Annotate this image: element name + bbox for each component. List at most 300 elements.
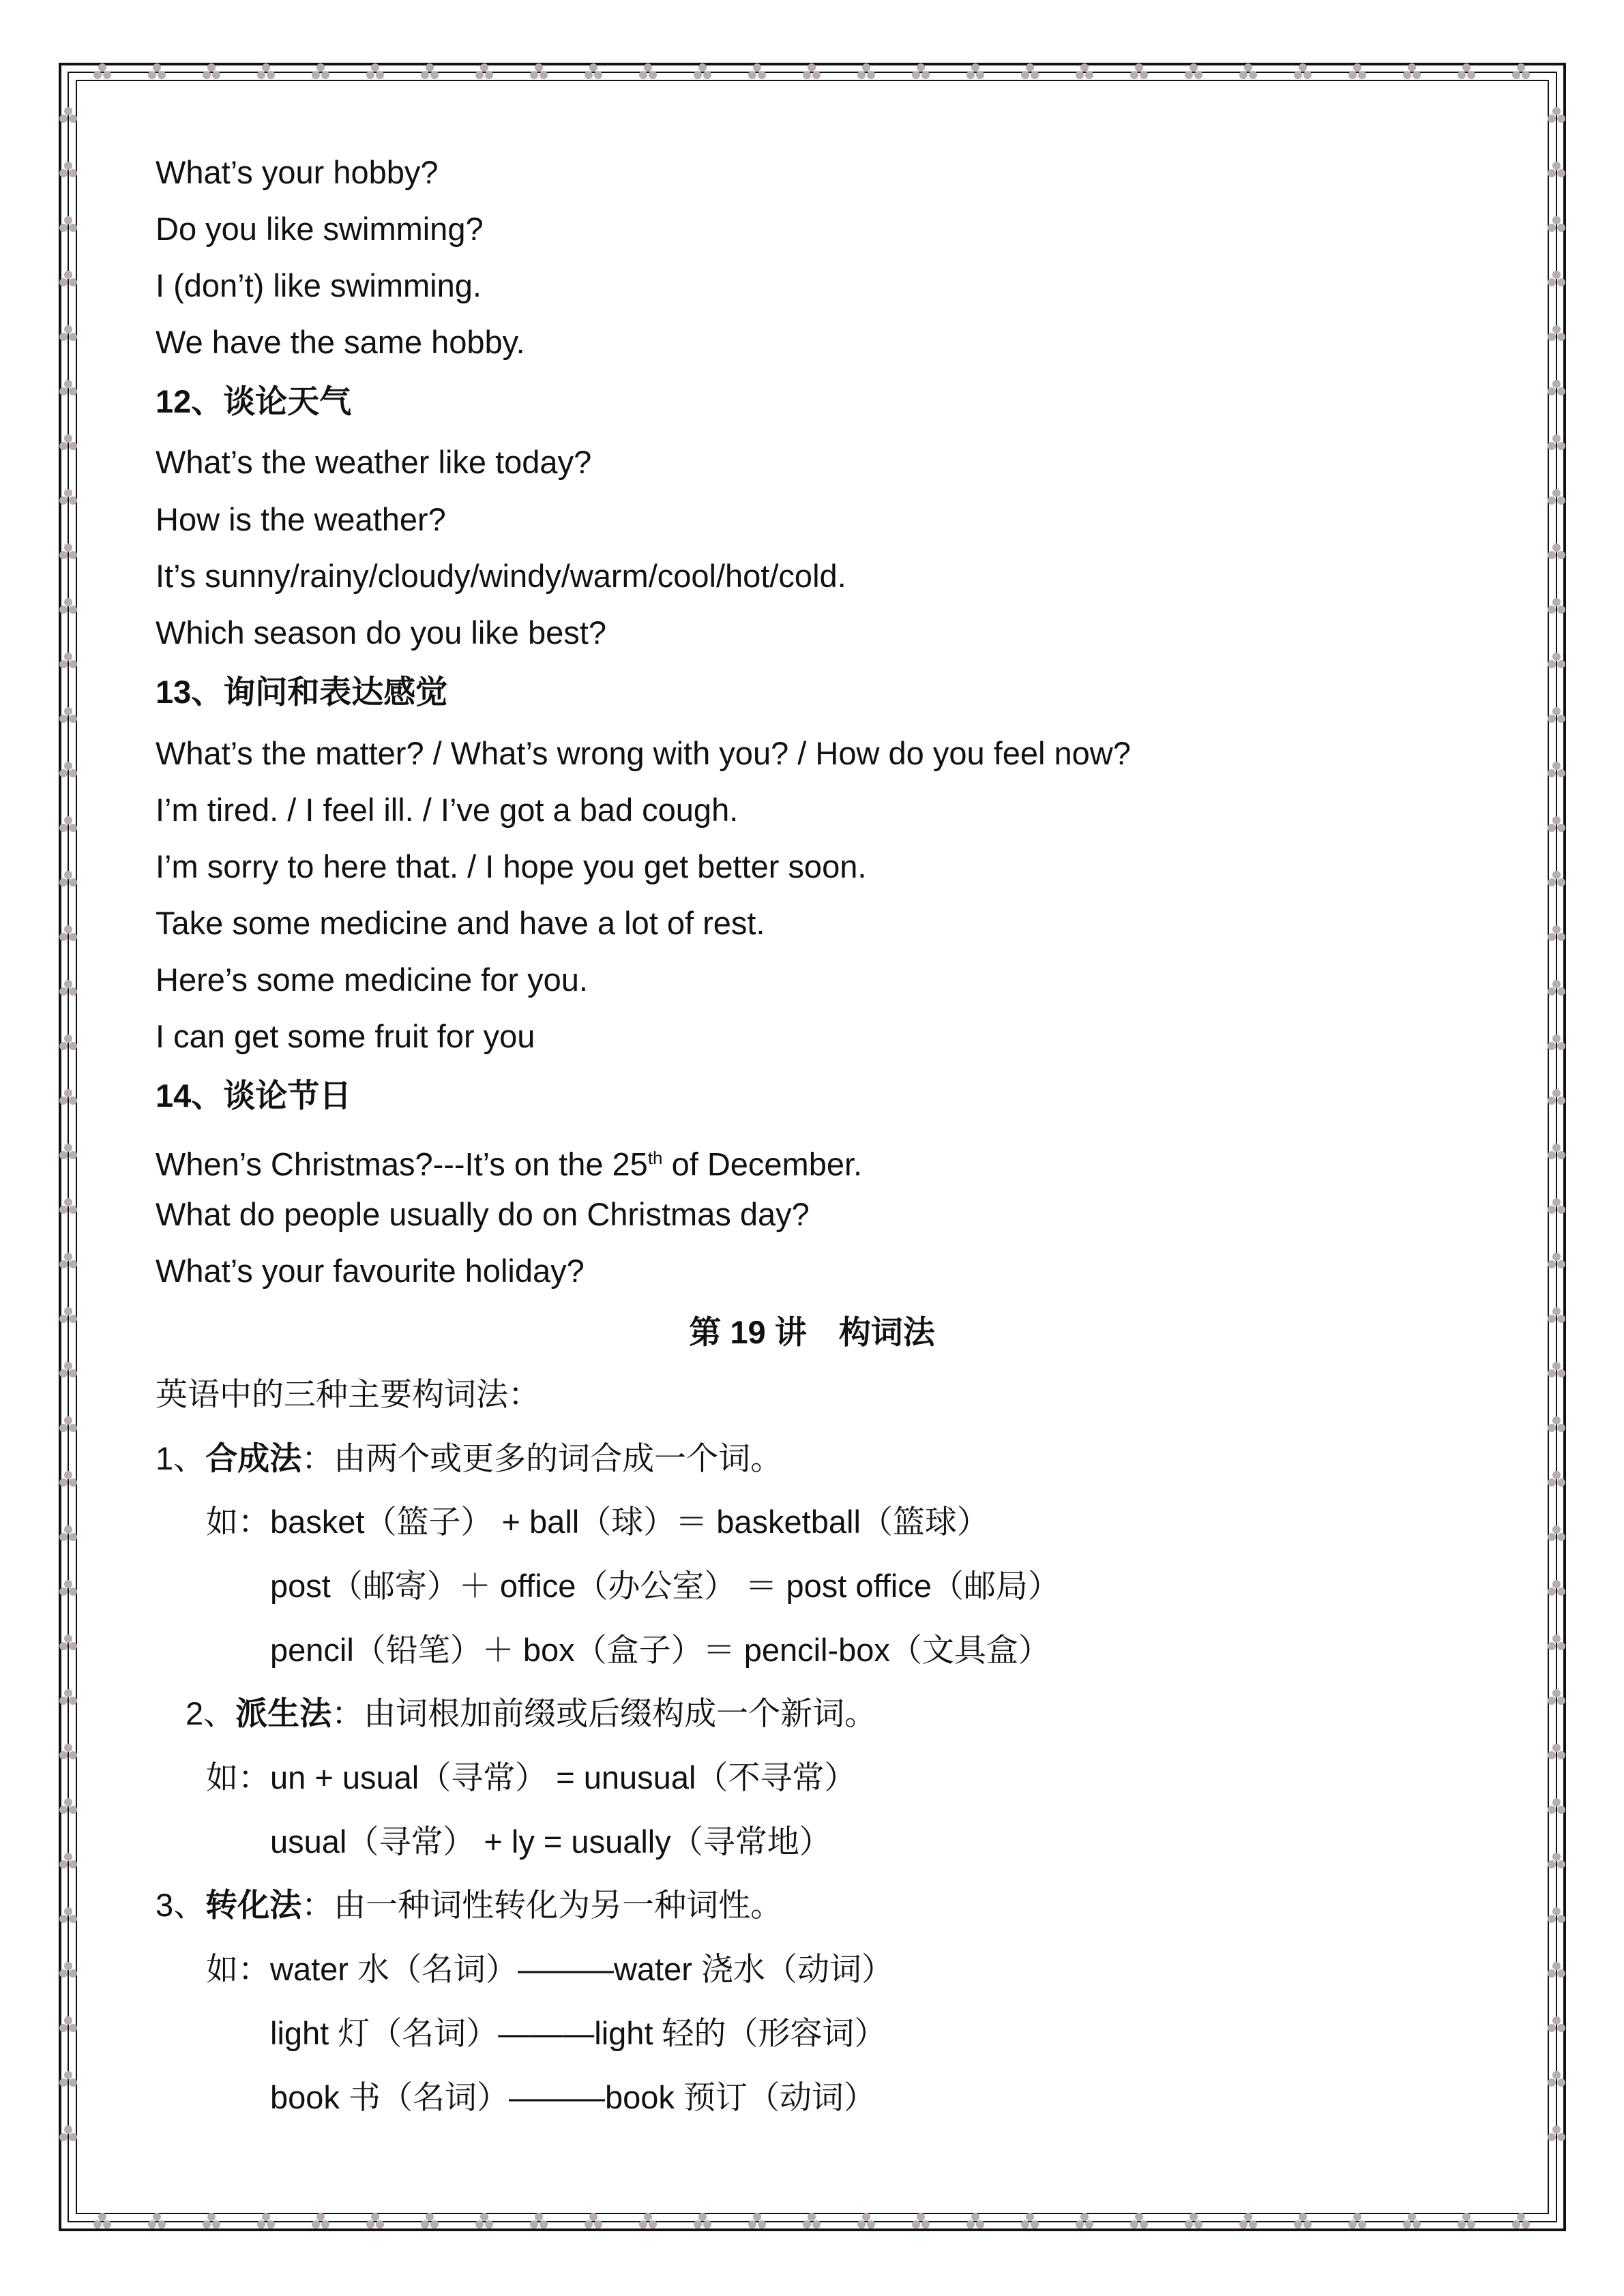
- border-dot: [64, 980, 72, 988]
- border-dot: [1548, 878, 1556, 886]
- border-dot: [1552, 1416, 1561, 1425]
- border-dot: [1552, 1689, 1561, 1697]
- border-dot: [69, 115, 77, 123]
- border-dot: [1021, 2220, 1029, 2228]
- border-dot: [64, 543, 72, 552]
- border-dot: [1548, 1806, 1556, 1814]
- border-dot: [262, 63, 270, 72]
- border-dot: [69, 660, 77, 668]
- border-dot: [1557, 1533, 1565, 1541]
- example-line: post（邮寄）＋ office（办公室） ＝ post office（邮局）: [270, 1568, 1060, 1604]
- border-dot: [1548, 1097, 1556, 1105]
- border-dot: [1557, 660, 1565, 668]
- example-line: 如：water 水（名词）———water 浇水（动词）: [206, 1951, 894, 1987]
- border-dot: [69, 1969, 77, 1978]
- border-dot: [1185, 2220, 1193, 2228]
- border-dot: [1548, 606, 1556, 614]
- text-line: What’s the matter? / What’s wrong with you? / How do you feel now?: [156, 735, 1131, 771]
- border-dot: [59, 824, 68, 832]
- border-dot: [59, 1097, 68, 1105]
- border-dot: [148, 71, 156, 79]
- border-dot: [1408, 2213, 1416, 2221]
- border-dot: [69, 1751, 77, 1759]
- border-dot: [1557, 1369, 1565, 1377]
- border-dot: [1348, 2220, 1357, 2228]
- border-dot: [69, 496, 77, 505]
- border-dot: [69, 2078, 77, 2087]
- border-dot: [59, 1751, 68, 1759]
- border-dot: [1548, 1042, 1556, 1050]
- border-dot: [64, 434, 72, 443]
- border-dot: [753, 2213, 761, 2221]
- border-dot: [1548, 333, 1556, 341]
- border-dot: [703, 2220, 711, 2228]
- border-dot: [59, 933, 68, 941]
- border-dot: [1557, 1587, 1565, 1596]
- border-dot: [1085, 2220, 1093, 2228]
- border-dot: [1462, 2213, 1471, 2221]
- border-dot: [1557, 1751, 1565, 1759]
- border-dot: [1190, 63, 1198, 72]
- border-dot: [475, 71, 484, 79]
- border-dot: [1548, 715, 1556, 723]
- border-dot: [1548, 1751, 1556, 1759]
- border-dot: [703, 71, 711, 79]
- border-dot: [1552, 1198, 1561, 1206]
- border-dot: [1403, 2220, 1411, 2228]
- border-dot: [148, 2220, 156, 2228]
- border-dot: [1552, 489, 1561, 497]
- border-dot: [1080, 63, 1089, 72]
- border-dot: [1552, 380, 1561, 388]
- border-dot: [1557, 1860, 1565, 1868]
- border-dot: [694, 71, 702, 79]
- border-dot: [808, 63, 816, 72]
- border-dot: [69, 606, 77, 614]
- border-dot: [1458, 71, 1466, 79]
- method-desc: ：由词根加前缀或后缀构成一个新词。: [331, 1695, 877, 1731]
- border-dot: [535, 2213, 543, 2221]
- border-dot: [426, 2213, 434, 2221]
- border-dot: [803, 71, 811, 79]
- text-line: How is the weather?: [156, 501, 446, 537]
- section-heading: 14、谈论节日: [156, 1077, 352, 1114]
- text-fragment: When’s Christmas?---It’s on the 25: [156, 1146, 648, 1182]
- border-dot: [1194, 2220, 1202, 2228]
- border-dot: [917, 63, 925, 72]
- border-dot: [421, 2220, 429, 2228]
- border-dot: [1552, 162, 1561, 170]
- border-dot: [1557, 2133, 1565, 2141]
- border-dot: [1403, 71, 1411, 79]
- border-dot: [1552, 1525, 1561, 1534]
- border-dot: [59, 169, 68, 177]
- border-dot: [1552, 2016, 1561, 2025]
- border-dot: [376, 2220, 384, 2228]
- border-dot: [1244, 2213, 1252, 2221]
- border-dot: [69, 551, 77, 559]
- border-dot: [758, 2220, 766, 2228]
- border-dot: [753, 63, 761, 72]
- border-dot: [857, 71, 866, 79]
- border-dot: [1557, 1260, 1565, 1268]
- border-dot: [64, 216, 72, 224]
- border-dot: [1557, 2024, 1565, 2032]
- border-dot: [1548, 224, 1556, 232]
- border-dot: [1552, 1798, 1561, 1806]
- border-dot: [1512, 2220, 1520, 2228]
- border-dot: [103, 71, 111, 79]
- border-dot: [1135, 2213, 1143, 2221]
- border-dot: [69, 824, 77, 832]
- border-dot: [530, 71, 538, 79]
- border-dot: [64, 1962, 72, 1970]
- text-fragment: of December.: [662, 1146, 863, 1182]
- border-dot: [812, 2220, 821, 2228]
- border-dot: [1076, 71, 1084, 79]
- border-dot: [1552, 1362, 1561, 1370]
- example-line: 如：un + usual（寻常） = unusual（不寻常）: [206, 1759, 857, 1795]
- border-dot: [64, 871, 72, 879]
- border-dot: [59, 115, 68, 123]
- border-dot: [430, 2220, 439, 2228]
- border-dot: [1548, 2024, 1556, 2032]
- border-dot: [862, 63, 870, 72]
- border-dot: [748, 71, 756, 79]
- border-dot: [1552, 1580, 1561, 1588]
- border-dot: [1135, 63, 1143, 72]
- border-dot: [59, 1260, 68, 1268]
- border-dot: [430, 71, 439, 79]
- border-dot: [1548, 1915, 1556, 1923]
- border-dot: [1557, 769, 1565, 777]
- border-dot: [1244, 63, 1252, 72]
- border-dot: [535, 63, 543, 72]
- border-dot: [1548, 824, 1556, 832]
- example-line: book 书（名词）———book 预订（动词）: [270, 2079, 876, 2115]
- border-dot: [69, 169, 77, 177]
- text-line: I (don’t) like swimming.: [156, 267, 482, 303]
- border-dot: [59, 278, 68, 286]
- border-dot: [1467, 71, 1475, 79]
- method-name: 转化法: [205, 1887, 302, 1923]
- border-dot: [1239, 71, 1247, 79]
- border-dot: [971, 63, 979, 72]
- border-dot: [1548, 2133, 1556, 2141]
- border-dot: [758, 71, 766, 79]
- border-dot: [1548, 1206, 1556, 1214]
- border-dot: [59, 1806, 68, 1814]
- border-dot: [1552, 107, 1561, 115]
- border-dot: [69, 278, 77, 286]
- border-dot: [69, 1424, 77, 1432]
- example-line: light 灯（名词）———light 轻的（形容词）: [270, 2015, 887, 2051]
- border-dot: [59, 1587, 68, 1596]
- border-dot: [912, 71, 920, 79]
- border-dot: [1130, 2220, 1138, 2228]
- border-dot: [69, 1042, 77, 1050]
- border-dot: [912, 2220, 920, 2228]
- example-line: 如：basket（篮子） + ball（球）＝ basketball（篮球）: [206, 1504, 989, 1540]
- border-dot: [1548, 1969, 1556, 1978]
- border-dot: [1557, 1642, 1565, 1650]
- border-dot: [1548, 1260, 1556, 1268]
- border-dot: [59, 2078, 68, 2087]
- example-line: pencil（铅笔）＋ box（盒子）＝ pencil-box（文具盒）: [270, 1632, 1050, 1668]
- border-dot: [589, 2213, 597, 2221]
- border-dot: [64, 107, 72, 115]
- border-dot: [64, 271, 72, 279]
- border-dot: [1548, 1587, 1556, 1596]
- method-number: 2、: [186, 1695, 236, 1731]
- text-line: I’m tired. / I feel ill. / I’ve got a bad cough.: [156, 792, 739, 828]
- border-dot: [857, 2220, 866, 2228]
- border-dot: [976, 2220, 984, 2228]
- border-dot: [59, 1533, 68, 1541]
- border-dot: [59, 987, 68, 996]
- border-dot: [316, 63, 325, 72]
- border-dot: [1552, 1744, 1561, 1752]
- border-dot: [207, 2213, 216, 2221]
- border-dot: [867, 71, 875, 79]
- border-dot: [1557, 1424, 1565, 1432]
- border-dot: [64, 2126, 72, 2134]
- border-dot: [203, 2220, 211, 2228]
- border-dot: [1557, 387, 1565, 396]
- border-dot: [64, 380, 72, 388]
- border-dot: [64, 1580, 72, 1588]
- border-dot: [644, 2213, 652, 2221]
- border-dot: [1552, 653, 1561, 661]
- method-number: 3、: [156, 1887, 206, 1923]
- border-dot: [1522, 71, 1530, 79]
- border-dot: [589, 63, 597, 72]
- border-dot: [69, 1260, 77, 1268]
- border-dot: [1552, 1853, 1561, 1861]
- border-dot: [1194, 71, 1202, 79]
- border-dot: [312, 2220, 320, 2228]
- method-1-line: [156, 1439, 782, 1478]
- border-dot: [59, 551, 68, 559]
- border-dot: [59, 715, 68, 723]
- border-dot: [1358, 2220, 1366, 2228]
- border-dot: [1557, 933, 1565, 941]
- border-dot: [262, 2213, 270, 2221]
- border-dot: [1548, 442, 1556, 450]
- border-dot: [862, 2213, 870, 2221]
- border-dot: [69, 1533, 77, 1541]
- border-dot: [1299, 63, 1307, 72]
- border-dot: [1548, 496, 1556, 505]
- border-dot: [64, 1253, 72, 1261]
- border-dot: [1557, 115, 1565, 123]
- border-dot: [69, 442, 77, 450]
- border-dot: [1413, 2220, 1421, 2228]
- border-dot: [59, 1969, 68, 1978]
- text-line: What’s the weather like today?: [156, 444, 592, 480]
- border-dot: [594, 71, 602, 79]
- border-dot: [1552, 434, 1561, 443]
- border-dot: [1548, 1478, 1556, 1487]
- border-dot: [69, 1915, 77, 1923]
- border-dot: [316, 2213, 325, 2221]
- border-dot: [1552, 816, 1561, 824]
- border-dot: [1552, 1907, 1561, 1915]
- border-dot: [64, 1471, 72, 1479]
- border-dot: [1548, 278, 1556, 286]
- border-dot: [69, 1697, 77, 1705]
- border-dot: [1557, 278, 1565, 286]
- border-dot: [1021, 71, 1029, 79]
- border-dot: [1303, 71, 1312, 79]
- border-dot: [1552, 762, 1561, 770]
- border-dot: [158, 71, 166, 79]
- border-dot: [1557, 169, 1565, 177]
- border-dot: [64, 1034, 72, 1043]
- text-line: What do people usually do on Christmas day?: [156, 1196, 810, 1232]
- text-line: Which season do you like best?: [156, 614, 606, 651]
- border-dot: [59, 1424, 68, 1432]
- text-line: It’s sunny/rainy/cloudy/windy/warm/cool/hot/cold.: [156, 558, 846, 594]
- border-dot: [1557, 1969, 1565, 1978]
- text-line: Take some medicine and have a lot of rest.: [156, 905, 765, 941]
- border-dot: [1140, 71, 1148, 79]
- border-dot: [1462, 63, 1471, 72]
- border-dot: [98, 63, 106, 72]
- border-dot: [1552, 325, 1561, 333]
- border-dot: [1557, 1806, 1565, 1814]
- text-line: I can get some fruit for you: [156, 1018, 535, 1054]
- border-dot: [1557, 2078, 1565, 2087]
- method-name: 合成法: [205, 1440, 302, 1476]
- border-dot: [1512, 71, 1520, 79]
- border-dot: [267, 2220, 275, 2228]
- border-dot: [69, 715, 77, 723]
- border-dot: [748, 2220, 756, 2228]
- border-dot: [1557, 987, 1565, 996]
- border-dot: [867, 2220, 875, 2228]
- border-dot: [64, 1689, 72, 1697]
- border-dot: [1548, 769, 1556, 777]
- border-dot: [59, 1642, 68, 1650]
- border-dot: [480, 63, 488, 72]
- border-dot: [1548, 1151, 1556, 1159]
- border-dot: [649, 2220, 657, 2228]
- border-dot: [1358, 71, 1366, 79]
- border-dot: [64, 1362, 72, 1370]
- border-dot: [64, 1798, 72, 1806]
- border-dot: [1353, 2213, 1361, 2221]
- border-dot: [1557, 496, 1565, 505]
- border-dot: [1552, 1144, 1561, 1152]
- border-dot: [64, 2016, 72, 2025]
- border-dot: [1552, 980, 1561, 988]
- border-dot: [1552, 216, 1561, 224]
- border-dot: [1557, 824, 1565, 832]
- text-line: What’s your favourite holiday?: [156, 1253, 585, 1289]
- border-dot: [1548, 660, 1556, 668]
- border-dot: [1552, 543, 1561, 552]
- border-dot: [1548, 987, 1556, 996]
- border-dot: [59, 442, 68, 450]
- ordinal-suffix: th: [647, 1148, 663, 1168]
- border-dot: [93, 71, 102, 79]
- border-dot: [103, 2220, 111, 2228]
- border-dot: [1548, 1424, 1556, 1432]
- border-dot: [366, 71, 374, 79]
- border-dot: [64, 1089, 72, 1097]
- border-dot: [158, 2220, 166, 2228]
- border-dot: [371, 63, 379, 72]
- border-dot: [1557, 1097, 1565, 1105]
- border-dot: [917, 2213, 925, 2221]
- border-dot: [64, 925, 72, 934]
- border-dot: [1467, 2220, 1475, 2228]
- example-line: usual（寻常） + ly = usually（寻常地）: [270, 1823, 831, 1860]
- text-line: What’s your hobby?: [156, 154, 439, 190]
- border-dot: [64, 325, 72, 333]
- border-dot: [1552, 1471, 1561, 1479]
- border-dot: [1076, 2220, 1084, 2228]
- text-line: Do you like swimming?: [156, 211, 484, 247]
- text-line: I’m sorry to here that. / I hope you get better soon.: [156, 848, 867, 884]
- border-dot: [1548, 1860, 1556, 1868]
- border-dot: [1552, 1962, 1561, 1970]
- border-dot: [1552, 871, 1561, 879]
- border-dot: [698, 63, 707, 72]
- border-dot: [98, 2213, 106, 2221]
- method-name: 派生法: [235, 1695, 332, 1731]
- border-dot: [639, 71, 647, 79]
- border-dot: [69, 987, 77, 996]
- border-dot: [59, 660, 68, 668]
- border-dot: [59, 1151, 68, 1159]
- border-dot: [59, 1697, 68, 1705]
- border-dot: [644, 63, 652, 72]
- border-dot: [64, 1853, 72, 1861]
- border-dot: [59, 2024, 68, 2032]
- border-dot: [1294, 71, 1302, 79]
- border-dot: [64, 162, 72, 170]
- border-dot: [1294, 2220, 1302, 2228]
- border-dot: [64, 2071, 72, 2079]
- border-dot: [64, 762, 72, 770]
- border-dot: [803, 2220, 811, 2228]
- border-dot: [1517, 63, 1525, 72]
- border-dot: [966, 71, 975, 79]
- border-dot: [639, 2220, 647, 2228]
- border-dot: [966, 2220, 975, 2228]
- border-dot: [1548, 1533, 1556, 1541]
- border-dot: [1552, 2071, 1561, 2079]
- border-dot: [426, 63, 434, 72]
- border-dot: [59, 387, 68, 396]
- border-dot: [1031, 71, 1039, 79]
- border-dot: [485, 71, 493, 79]
- method-desc: ：由两个或更多的词合成一个词。: [301, 1440, 783, 1476]
- method-desc: ：由一种词性转化为另一种词性。: [301, 1887, 783, 1923]
- border-dot: [1239, 2220, 1247, 2228]
- border-dot: [1408, 63, 1416, 72]
- border-dot: [203, 71, 211, 79]
- christmas-line: [156, 1138, 862, 1184]
- border-dot: [69, 1206, 77, 1214]
- border-dot: [69, 769, 77, 777]
- border-dot: [421, 71, 429, 79]
- border-dot: [1552, 598, 1561, 606]
- border-dot: [1031, 2220, 1039, 2228]
- border-dot: [1557, 333, 1565, 341]
